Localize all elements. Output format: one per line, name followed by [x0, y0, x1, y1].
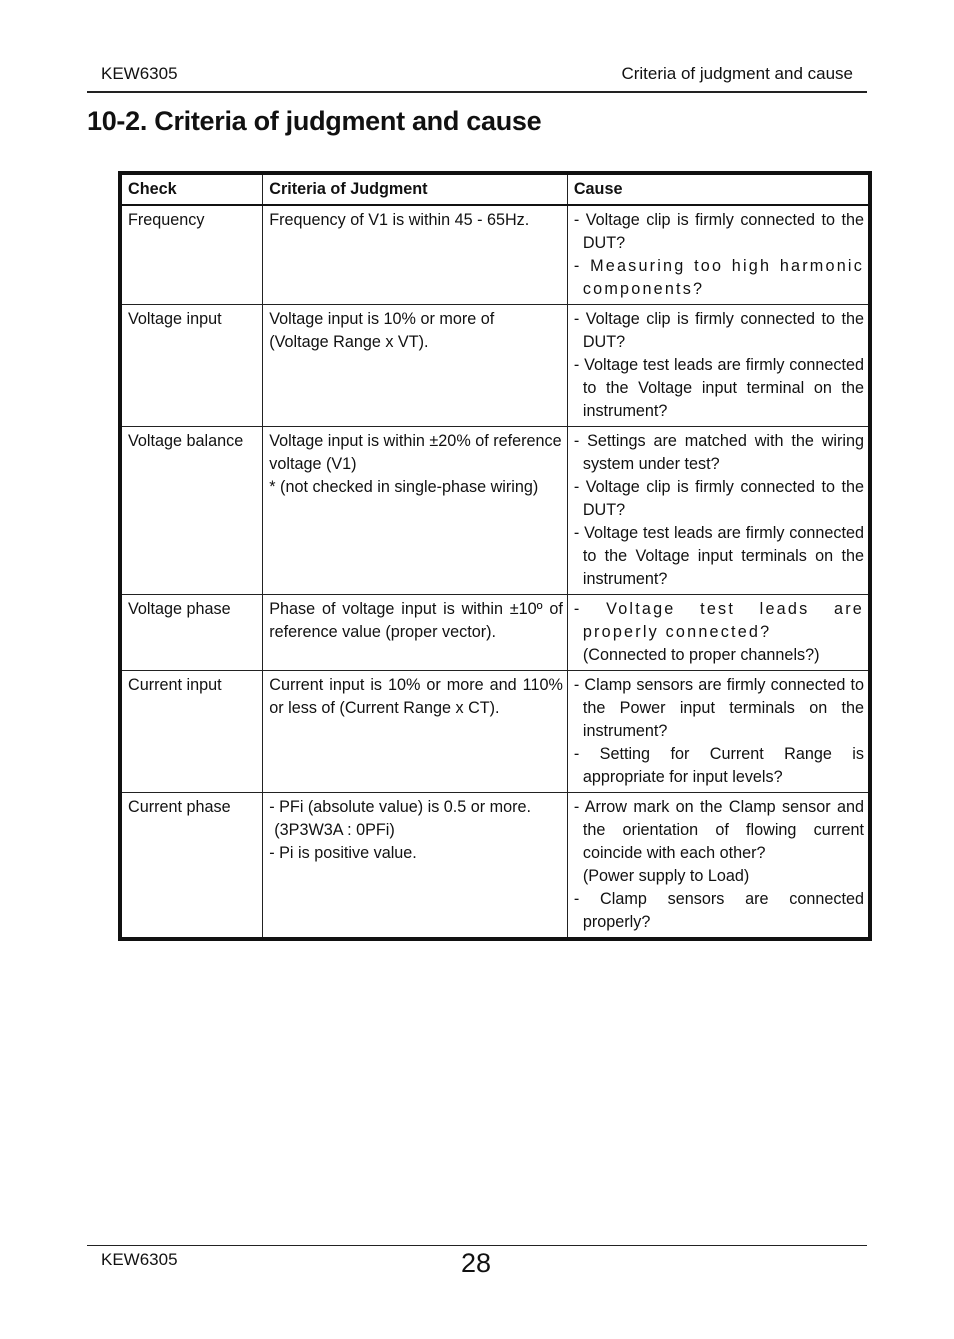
criteria-cell	[263, 671, 568, 793]
column-header-criteria: Criteria of Judgment	[263, 173, 568, 205]
cause-item: - Setting for Current Range is appropriate for input levels?	[573, 745, 864, 786]
table-row	[120, 305, 870, 427]
footer-model: KEW6305	[101, 1250, 178, 1269]
criteria-line: - PFi (absolute value) is 0.5 or more.	[269, 798, 532, 816]
criteria-cell	[263, 205, 568, 305]
footer-divider	[87, 1245, 867, 1246]
table-row	[120, 595, 870, 671]
cause-item: - Voltage test leads are firmly connected to the Voltage input terminals on the instrument?	[573, 524, 864, 588]
cause-item: - Voltage clip is firmly connected to the DUT?	[573, 211, 864, 252]
table-row	[120, 671, 870, 793]
page-number: 28	[461, 1248, 492, 1278]
cause-cell	[567, 671, 870, 793]
criteria-line: Voltage input is 10% or more of	[269, 310, 495, 328]
criteria-table	[118, 171, 872, 941]
cause-cell	[567, 793, 870, 940]
criteria-line: Current input is 10% or more and 110% or less of (Current Range x CT).	[269, 676, 563, 717]
table-header-row	[120, 173, 870, 205]
check-cell: Voltage balance	[120, 427, 263, 595]
criteria-cell	[263, 595, 568, 671]
cause-cell	[567, 305, 870, 427]
table-row	[120, 793, 870, 940]
cause-cell	[567, 595, 870, 671]
cause-item: - Settings are matched with the wiring system under test?	[573, 432, 864, 473]
header-section-title: Criteria of judgment and cause	[621, 64, 853, 83]
table-row	[120, 427, 870, 595]
cause-note: (Power supply to Load)	[582, 867, 750, 885]
cause-item: - Voltage test leads are properly connected?	[573, 600, 864, 641]
table-row	[120, 205, 870, 305]
criteria-line: Phase of voltage input is within ±10º of reference value (proper vector).	[269, 600, 563, 641]
criteria-line: Frequency of V1 is within 45 - 65Hz.	[269, 211, 530, 229]
check-cell: Current phase	[120, 793, 263, 940]
criteria-line: Voltage input is within ±20% of reference voltage (V1)	[269, 432, 562, 473]
check-cell: Current input	[120, 671, 263, 793]
column-header-cause: Cause	[567, 173, 870, 205]
cause-item: - Measuring too high harmonic components?	[573, 257, 864, 298]
cause-cell	[567, 427, 870, 595]
criteria-line: (Voltage Range x VT).	[269, 333, 429, 351]
criteria-note: * (not checked in single-phase wiring)	[269, 478, 539, 496]
cause-item: - Clamp sensors are connected properly?	[573, 890, 864, 931]
criteria-line: - Pi is positive value.	[269, 844, 417, 862]
cause-item: - Voltage test leads are firmly connected to the Voltage input terminal on the instrument?	[573, 356, 864, 420]
criteria-cell	[263, 427, 568, 595]
criteria-cell	[263, 305, 568, 427]
check-cell: Voltage phase	[120, 595, 263, 671]
header-divider	[87, 91, 867, 93]
page-title: 10-2. Criteria of judgment and cause	[87, 106, 542, 136]
criteria-cell	[263, 793, 568, 940]
cause-item: - Clamp sensors are firmly connected to the Power input terminals on the instrument?	[573, 676, 864, 740]
check-cell: Frequency	[120, 205, 263, 305]
check-cell: Voltage input	[120, 305, 263, 427]
cause-cell	[567, 205, 870, 305]
header-model: KEW6305	[101, 64, 178, 83]
criteria-line: (3P3W3A : 0PFi)	[274, 821, 395, 839]
cause-item: - Arrow mark on the Clamp sensor and the orientation of flowing current coincide with each other?	[573, 798, 864, 862]
cause-item: - Voltage clip is firmly connected to the DUT?	[573, 310, 864, 351]
cause-item: - Voltage clip is firmly connected to the DUT?	[573, 478, 864, 519]
column-header-check: Check	[120, 173, 263, 205]
cause-note: (Connected to proper channels?)	[582, 646, 820, 664]
